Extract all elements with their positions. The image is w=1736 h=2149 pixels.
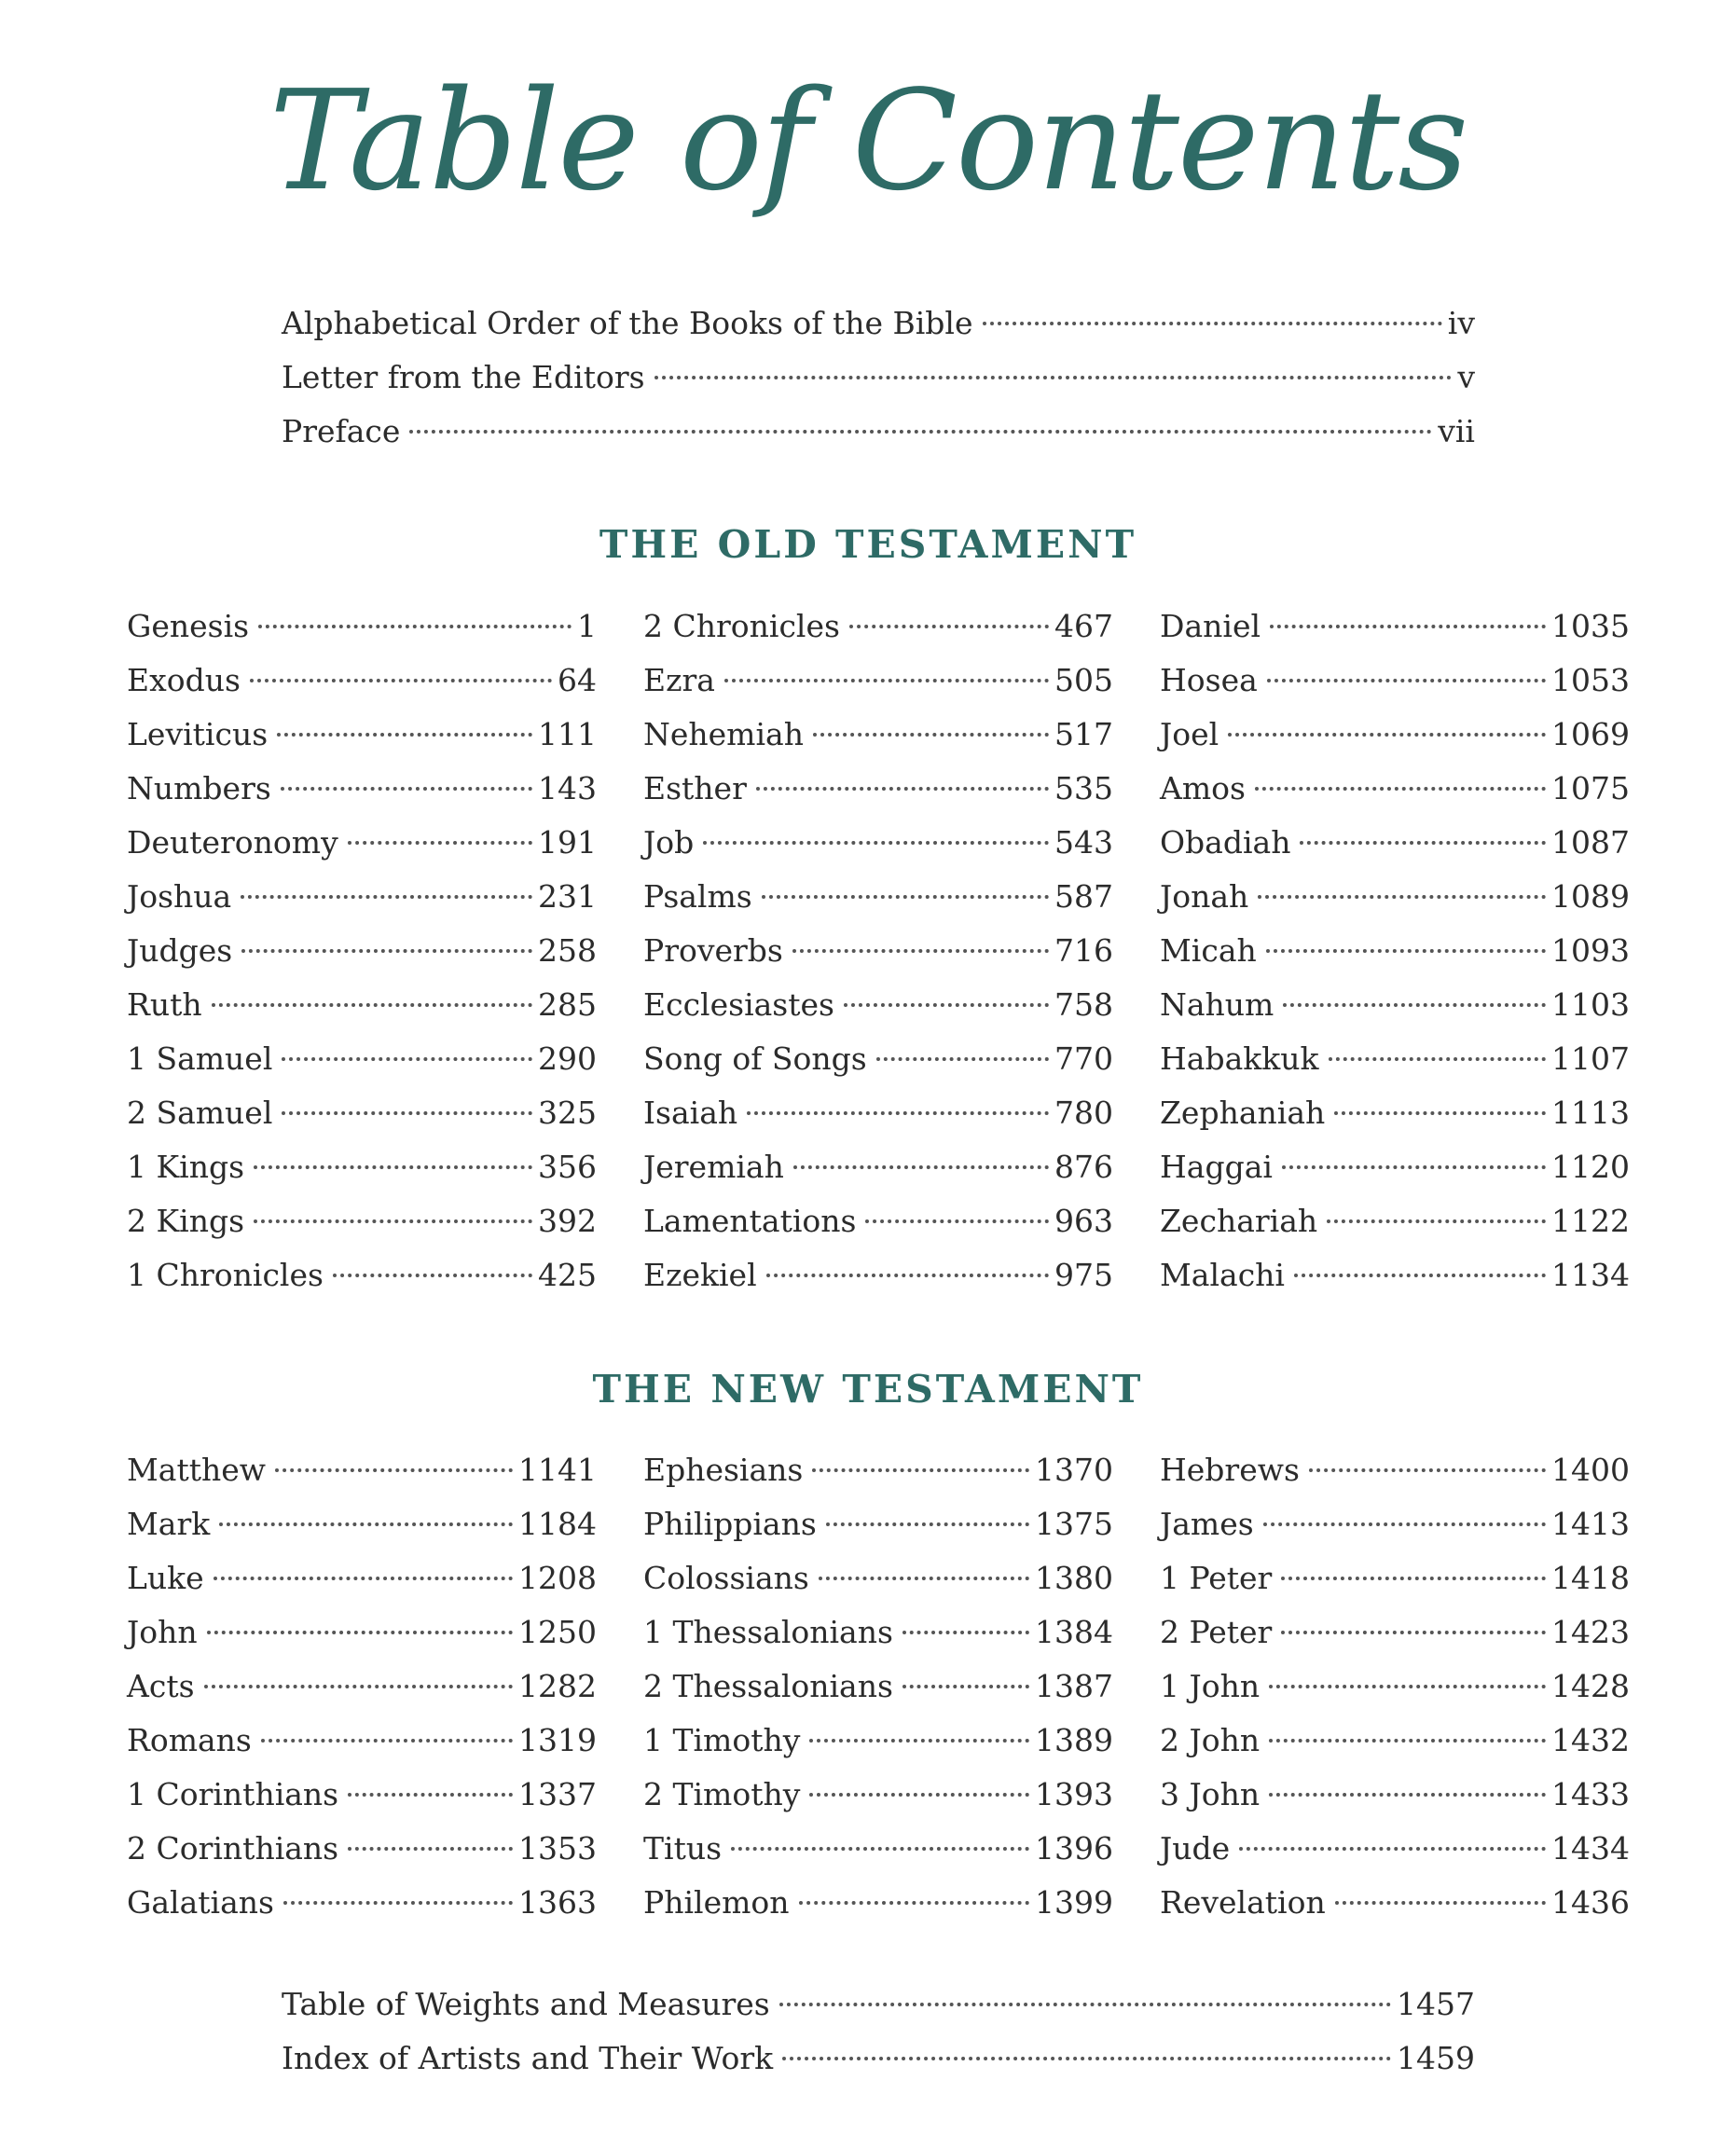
- toc-entry: [282, 2032, 1475, 2086]
- entry-page-number: 1250: [518, 1614, 597, 1650]
- dot-leader: [1309, 1468, 1546, 1472]
- entry-page-number: 1423: [1551, 1614, 1630, 1650]
- dot-leader: [1269, 1739, 1546, 1743]
- entry-title: Index of Artists and Their Work: [282, 2040, 774, 2076]
- dot-leader: [250, 679, 552, 682]
- entry-title: Philippians: [643, 1506, 817, 1542]
- entry-title: Ruth: [127, 986, 202, 1023]
- dot-leader: [1329, 1057, 1547, 1061]
- dot-leader: [1335, 1901, 1546, 1905]
- entry-title: Nahum: [1160, 986, 1274, 1023]
- entry-title: Ezra: [643, 662, 715, 698]
- old-testament-grid: [127, 599, 1630, 1302]
- entry-page-number: 975: [1054, 1257, 1113, 1293]
- entry-page-number: 1141: [518, 1452, 597, 1488]
- entry-page-number: 1375: [1035, 1506, 1113, 1542]
- entry-title: Lamentations: [643, 1203, 857, 1239]
- entry-title: Malachi: [1160, 1257, 1285, 1293]
- entry-title: 1 Kings: [127, 1149, 245, 1185]
- old-testament-column-3: [1160, 599, 1630, 1302]
- toc-entry: [643, 1660, 1113, 1714]
- entry-title: Joshua: [127, 878, 232, 915]
- entry-page-number: 1393: [1035, 1776, 1113, 1812]
- entry-title: Isaiah: [643, 1095, 738, 1131]
- toc-entry: [127, 1714, 597, 1768]
- entry-page-number: 505: [1054, 662, 1113, 698]
- entry-page-number: 111: [538, 716, 597, 752]
- dot-leader: [277, 733, 532, 737]
- entry-title: Acts: [127, 1668, 195, 1704]
- dot-leader: [865, 1219, 1049, 1223]
- entry-page-number: 285: [538, 986, 597, 1023]
- toc-entry: [127, 1497, 597, 1551]
- toc-entry: [127, 1140, 597, 1194]
- toc-entry: [643, 1768, 1113, 1822]
- dot-leader: [281, 787, 532, 791]
- dot-leader: [766, 1274, 1049, 1277]
- toc-entry: [127, 978, 597, 1032]
- toc-entry: [1160, 870, 1630, 924]
- entry-title: Haggai: [1160, 1149, 1273, 1185]
- toc-entry: [643, 599, 1113, 654]
- dot-leader: [241, 895, 532, 899]
- entry-page-number: 1075: [1551, 770, 1630, 806]
- dot-leader: [1294, 1274, 1546, 1277]
- old-testament-column-2: [643, 599, 1113, 1302]
- toc-entry: [643, 1551, 1113, 1605]
- dot-leader: [1300, 841, 1546, 845]
- entry-title: Esther: [643, 770, 747, 806]
- dot-leader: [1281, 1631, 1546, 1634]
- toc-entry: [127, 1248, 597, 1302]
- entry-title: 1 Samuel: [127, 1040, 273, 1077]
- entry-title: 2 Peter: [1160, 1614, 1273, 1650]
- dot-leader: [703, 841, 1049, 845]
- entry-page-number: 258: [538, 932, 597, 969]
- dot-leader: [1269, 1685, 1546, 1688]
- entry-page-number: iv: [1447, 305, 1475, 341]
- toc-entry: [1160, 1714, 1630, 1768]
- old-testament-column-1: [127, 599, 597, 1302]
- toc-entry: [643, 762, 1113, 816]
- entry-page-number: 1353: [518, 1830, 597, 1867]
- entry-page-number: 1: [577, 608, 597, 644]
- dot-leader: [258, 625, 572, 628]
- entry-title: Daniel: [1160, 608, 1261, 644]
- dot-leader: [219, 1522, 513, 1526]
- entry-title: 1 Corinthians: [127, 1776, 339, 1812]
- entry-title: 1 Peter: [1160, 1560, 1273, 1596]
- entry-title: Hebrews: [1160, 1452, 1300, 1488]
- entry-title: Proverbs: [643, 932, 783, 969]
- dot-leader: [214, 1577, 513, 1580]
- dot-leader: [204, 1685, 514, 1688]
- entry-page-number: 1387: [1035, 1668, 1113, 1704]
- toc-entry: [643, 1140, 1113, 1194]
- toc-entry: [643, 1032, 1113, 1086]
- toc-entry: [643, 978, 1113, 1032]
- entry-page-number: 716: [1054, 932, 1113, 969]
- entry-page-number: 1120: [1551, 1149, 1630, 1185]
- dot-leader: [793, 1165, 1049, 1169]
- toc-entry: [282, 296, 1475, 351]
- entry-page-number: 1436: [1551, 1884, 1630, 1921]
- toc-entry: [127, 1876, 597, 1930]
- entry-title: Mark: [127, 1506, 211, 1542]
- entry-page-number: 1370: [1035, 1452, 1113, 1488]
- toc-entry: [127, 762, 597, 816]
- entry-page-number: 876: [1054, 1149, 1113, 1185]
- dot-leader: [254, 1219, 532, 1223]
- entry-title: Micah: [1160, 932, 1257, 969]
- toc-entry: [1160, 654, 1630, 708]
- toc-entry: [1160, 816, 1630, 870]
- entry-page-number: 1282: [518, 1668, 597, 1704]
- entry-title: Romans: [127, 1722, 252, 1758]
- toc-entry: [1160, 1660, 1630, 1714]
- toc-entry: [1160, 1876, 1630, 1930]
- toc-entry: [1160, 1551, 1630, 1605]
- entry-page-number: 1457: [1397, 1986, 1475, 2022]
- toc-entry: [1160, 1140, 1630, 1194]
- toc-entry: [643, 1822, 1113, 1876]
- entry-title: Revelation: [1160, 1884, 1326, 1921]
- entry-page-number: 425: [538, 1257, 597, 1293]
- toc-entry: [1160, 708, 1630, 762]
- toc-entry: [127, 1443, 597, 1497]
- entry-page-number: 517: [1054, 716, 1113, 752]
- toc-entry: [643, 1605, 1113, 1660]
- entry-title: Obadiah: [1160, 824, 1291, 861]
- entry-title: Numbers: [127, 770, 271, 806]
- entry-title: Exodus: [127, 662, 241, 698]
- entry-page-number: 535: [1054, 770, 1113, 806]
- entry-title: Jude: [1160, 1830, 1231, 1867]
- entry-page-number: 392: [538, 1203, 597, 1239]
- dot-leader: [809, 1739, 1029, 1743]
- dot-leader: [762, 895, 1049, 899]
- new-testament-column-3: [1160, 1443, 1630, 1930]
- entry-page-number: 543: [1054, 824, 1113, 861]
- toc-entry: [643, 924, 1113, 978]
- dot-leader: [902, 1685, 1029, 1688]
- entry-page-number: 780: [1054, 1095, 1113, 1131]
- entry-title: 2 Kings: [127, 1203, 245, 1239]
- toc-entry: [1160, 1768, 1630, 1822]
- new-testament-heading: THE NEW TESTAMENT: [592, 1367, 1144, 1412]
- entry-title: Zephaniah: [1160, 1095, 1326, 1131]
- back-matter-list: [282, 1977, 1475, 2086]
- dot-leader: [1267, 679, 1546, 682]
- toc-entry: [643, 1876, 1113, 1930]
- dot-leader: [1334, 1111, 1546, 1115]
- entry-page-number: 1093: [1551, 932, 1630, 969]
- dot-leader: [1283, 1003, 1546, 1007]
- entry-page-number: 1069: [1551, 716, 1630, 752]
- toc-entry: [1160, 924, 1630, 978]
- new-testament-column-2: [643, 1443, 1113, 1930]
- dot-leader: [819, 1577, 1029, 1580]
- toc-entry: [127, 1605, 597, 1660]
- entry-page-number: 1413: [1551, 1506, 1630, 1542]
- toc-entry: [127, 1032, 597, 1086]
- entry-title: Genesis: [127, 608, 250, 644]
- entry-title: 2 Corinthians: [127, 1830, 339, 1867]
- toc-entry: [1160, 1194, 1630, 1248]
- dot-leader: [1327, 1219, 1546, 1223]
- entry-title: Job: [643, 824, 695, 861]
- toc-entry: [127, 599, 597, 654]
- toc-entry: [127, 654, 597, 708]
- dot-leader: [902, 1631, 1029, 1634]
- dot-leader: [1239, 1847, 1546, 1851]
- entry-page-number: 290: [538, 1040, 597, 1077]
- entry-title: Galatians: [127, 1884, 274, 1921]
- new-testament-column-1: [127, 1443, 597, 1930]
- toc-entry: [127, 1822, 597, 1876]
- dot-leader: [809, 1793, 1029, 1797]
- entry-page-number: 191: [538, 824, 597, 861]
- dot-leader: [1228, 733, 1546, 737]
- toc-entry: [643, 1248, 1113, 1302]
- dot-leader: [1269, 1793, 1546, 1797]
- entry-page-number: 1389: [1035, 1722, 1113, 1758]
- entry-page-number: 1434: [1551, 1830, 1630, 1867]
- toc-entry: [643, 1497, 1113, 1551]
- entry-page-number: 1053: [1551, 662, 1630, 698]
- entry-title: John: [127, 1614, 198, 1650]
- entry-page-number: 1113: [1551, 1095, 1630, 1131]
- entry-title: Judges: [127, 932, 233, 969]
- toc-entry: [1160, 1497, 1630, 1551]
- entry-page-number: 1432: [1551, 1722, 1630, 1758]
- toc-entry: [282, 351, 1475, 405]
- entry-title: 1 Timothy: [643, 1722, 801, 1758]
- entry-title: James: [1160, 1506, 1254, 1542]
- entry-page-number: v: [1457, 359, 1475, 395]
- dot-leader: [812, 1468, 1029, 1472]
- entry-title: Amos: [1160, 770, 1246, 806]
- entry-page-number: 1380: [1035, 1560, 1113, 1596]
- toc-entry: [127, 816, 597, 870]
- toc-entry: [1160, 978, 1630, 1032]
- entry-title: Hosea: [1160, 662, 1258, 698]
- entry-title: Matthew: [127, 1452, 267, 1488]
- entry-title: Luke: [127, 1560, 204, 1596]
- entry-title: Zechariah: [1160, 1203, 1318, 1239]
- dot-leader: [283, 1901, 513, 1905]
- dot-leader: [747, 1111, 1049, 1115]
- entry-page-number: 1459: [1397, 2040, 1475, 2076]
- dot-leader: [983, 322, 1442, 325]
- entry-page-number: vii: [1438, 413, 1475, 449]
- dot-leader: [1255, 787, 1546, 791]
- dot-leader: [241, 949, 532, 953]
- entry-title: 2 Chronicles: [643, 608, 840, 644]
- dot-leader: [876, 1057, 1049, 1061]
- dot-leader: [799, 1901, 1030, 1905]
- entry-title: Jonah: [1160, 878, 1249, 915]
- entry-title: Deuteronomy: [127, 824, 338, 861]
- toc-entry: [643, 816, 1113, 870]
- dot-leader: [1266, 949, 1546, 953]
- entry-page-number: 1433: [1551, 1776, 1630, 1812]
- toc-entry: [127, 1194, 597, 1248]
- toc-entry: [643, 708, 1113, 762]
- entry-page-number: 325: [538, 1095, 597, 1131]
- dot-leader: [1281, 1577, 1546, 1580]
- toc-entry: [1160, 762, 1630, 816]
- toc-entry: [1160, 599, 1630, 654]
- dot-leader: [756, 787, 1049, 791]
- entry-title: 2 Timothy: [643, 1776, 801, 1812]
- toc-entry: [282, 405, 1475, 459]
- front-matter-list: [282, 296, 1475, 459]
- entry-title: 2 Samuel: [127, 1095, 273, 1131]
- toc-entry: [1160, 1032, 1630, 1086]
- dot-leader: [849, 625, 1049, 628]
- dot-leader: [282, 1111, 532, 1115]
- entry-title: 3 John: [1160, 1776, 1261, 1812]
- dot-leader: [844, 1003, 1049, 1007]
- entry-title: Philemon: [643, 1884, 790, 1921]
- dot-leader: [409, 430, 1432, 434]
- entry-page-number: 1103: [1551, 986, 1630, 1023]
- dot-leader: [731, 1847, 1029, 1851]
- entry-title: Preface: [282, 413, 401, 449]
- toc-entry: [643, 654, 1113, 708]
- entry-page-number: 1087: [1551, 824, 1630, 861]
- entry-page-number: 1428: [1551, 1668, 1630, 1704]
- entry-page-number: 1208: [518, 1560, 597, 1596]
- dot-leader: [792, 949, 1049, 953]
- entry-title: 1 Chronicles: [127, 1257, 324, 1293]
- entry-title: 1 John: [1160, 1668, 1261, 1704]
- entry-page-number: 467: [1054, 608, 1113, 644]
- toc-entry: [282, 1977, 1475, 2032]
- dot-leader: [261, 1739, 513, 1743]
- entry-title: Nehemiah: [643, 716, 804, 752]
- dot-leader: [348, 841, 532, 845]
- entry-page-number: 587: [1054, 878, 1113, 915]
- dot-leader: [207, 1631, 513, 1634]
- new-testament-grid: [127, 1443, 1630, 1930]
- entry-title: Psalms: [643, 878, 752, 915]
- entry-page-number: 1396: [1035, 1830, 1113, 1867]
- entry-title: Song of Songs: [643, 1040, 867, 1077]
- entry-title: Letter from the Editors: [282, 359, 645, 395]
- entry-title: Alphabetical Order of the Books of the Bible: [282, 305, 973, 341]
- entry-title: Habakkuk: [1160, 1040, 1319, 1077]
- dot-leader: [1282, 1165, 1546, 1169]
- dot-leader: [724, 679, 1049, 682]
- dot-leader: [1263, 1522, 1546, 1526]
- toc-entry: [127, 708, 597, 762]
- toc-entry: [127, 1551, 597, 1605]
- entry-page-number: 1319: [518, 1722, 597, 1758]
- entry-page-number: 231: [538, 878, 597, 915]
- entry-title: 2 John: [1160, 1722, 1261, 1758]
- dot-leader: [348, 1847, 513, 1851]
- dot-leader: [282, 1057, 532, 1061]
- entry-title: Leviticus: [127, 716, 269, 752]
- entry-page-number: 64: [558, 662, 597, 698]
- entry-title: Joel: [1160, 716, 1219, 752]
- toc-entry: [643, 870, 1113, 924]
- toc-entry: [1160, 1086, 1630, 1140]
- toc-entry: [1160, 1605, 1630, 1660]
- toc-entry: [643, 1443, 1113, 1497]
- toc-entry: [643, 1194, 1113, 1248]
- entry-page-number: 1384: [1035, 1614, 1113, 1650]
- entry-page-number: 1107: [1551, 1040, 1630, 1077]
- entry-page-number: 1418: [1551, 1560, 1630, 1596]
- old-testament-heading: THE OLD TESTAMENT: [599, 522, 1137, 567]
- toc-entry: [127, 924, 597, 978]
- dot-leader: [782, 2057, 1391, 2060]
- toc-entry: [127, 870, 597, 924]
- entry-page-number: 1337: [518, 1776, 597, 1812]
- entry-page-number: 963: [1054, 1203, 1113, 1239]
- entry-page-number: 1089: [1551, 878, 1630, 915]
- entry-page-number: 1134: [1551, 1257, 1630, 1293]
- entry-page-number: 758: [1054, 986, 1113, 1023]
- page-title: Table of Contents: [269, 61, 1467, 221]
- toc-entry: [1160, 1822, 1630, 1876]
- entry-title: Ezekiel: [643, 1257, 757, 1293]
- toc-entry: [643, 1086, 1113, 1140]
- dot-leader: [826, 1522, 1029, 1526]
- entry-page-number: 356: [538, 1149, 597, 1185]
- entry-title: Ecclesiastes: [643, 986, 834, 1023]
- entry-page-number: 1184: [518, 1506, 597, 1542]
- toc-entry: [1160, 1443, 1630, 1497]
- dot-leader: [654, 376, 1453, 379]
- entry-title: 2 Thessalonians: [643, 1668, 893, 1704]
- dot-leader: [212, 1003, 532, 1007]
- entry-title: 1 Thessalonians: [643, 1614, 893, 1650]
- entry-page-number: 1035: [1551, 608, 1630, 644]
- entry-title: Ephesians: [643, 1452, 804, 1488]
- entry-title: Jeremiah: [643, 1149, 784, 1185]
- dot-leader: [779, 2003, 1391, 2006]
- dot-leader: [348, 1793, 513, 1797]
- toc-entry: [1160, 1248, 1630, 1302]
- dot-leader: [1258, 895, 1546, 899]
- entry-title: Colossians: [643, 1560, 809, 1596]
- entry-page-number: 1400: [1551, 1452, 1630, 1488]
- dot-leader: [813, 733, 1049, 737]
- dot-leader: [275, 1468, 513, 1472]
- entry-page-number: 1399: [1035, 1884, 1113, 1921]
- toc-entry: [127, 1660, 597, 1714]
- toc-entry: [127, 1768, 597, 1822]
- entry-page-number: 1122: [1551, 1203, 1630, 1239]
- toc-entry: [127, 1086, 597, 1140]
- dot-leader: [254, 1165, 532, 1169]
- entry-page-number: 1363: [518, 1884, 597, 1921]
- dot-leader: [333, 1274, 532, 1277]
- dot-leader: [1270, 625, 1546, 628]
- entry-page-number: 143: [538, 770, 597, 806]
- entry-title: Titus: [643, 1830, 723, 1867]
- toc-entry: [643, 1714, 1113, 1768]
- entry-title: Table of Weights and Measures: [282, 1986, 770, 2022]
- entry-page-number: 770: [1054, 1040, 1113, 1077]
